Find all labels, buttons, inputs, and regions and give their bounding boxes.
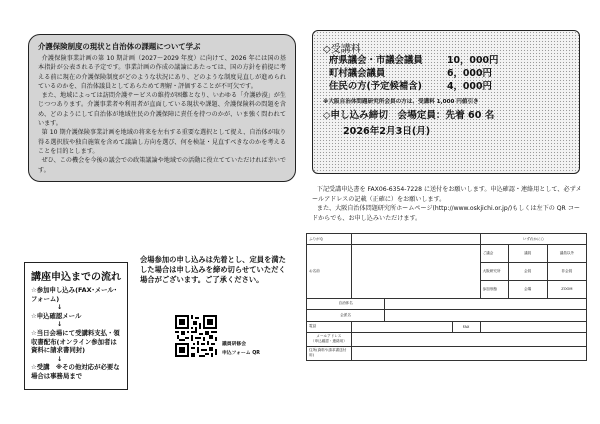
municipality-label: 自治体名: [307, 298, 385, 309]
fee-amount: 4，000円: [447, 80, 492, 92]
flow-heading: 講座申込までの流れ: [31, 272, 121, 283]
fee-label: 住民の方(予定候補含): [329, 80, 422, 92]
instruction-line: また、大阪自治体問題研究所ホームページ(http://www.oskjichi.or.jp/)もしくは左下の QR コードからでも、お申し込みいただけます。: [312, 205, 580, 222]
intro-paragraph: ぜひ、この機会を今後の議会での政策議論や地域での活動に役立てていただければ幸いです。: [38, 157, 286, 174]
council-label: ご議会: [480, 245, 508, 263]
institute-label: 大阪研究所: [480, 263, 508, 281]
option-zoom[interactable]: ZOOM: [547, 280, 586, 298]
fee-discount-note: ※大阪自治体問題研究所会員の方は、受講料 1,000 円値引き: [323, 99, 479, 106]
fax-label: FAX: [452, 321, 480, 332]
fax-field[interactable]: [480, 321, 586, 332]
flow-step: ☆当日会場にて受講料支払・領収書配布(オンライン参加者は資料に請求書同封): [31, 328, 120, 355]
address-field[interactable]: [351, 346, 586, 360]
qr-caption: [222, 340, 260, 358]
attendance-label: 参加形態: [480, 280, 508, 298]
email-label: [307, 332, 352, 346]
name-label: お名前: [307, 245, 352, 298]
intro-paragraph: 第 10 期介護保険事業計画を地域の将来を左右する重要な選択として捉え、自治体が取り得る選択肢や独自施策を含めて議論し方向を選び、何を検証・見直すべきなのかを考えることを目的とします。: [38, 129, 286, 155]
qr-caption-line: 申込フォーム QR: [222, 351, 260, 356]
down-arrow-icon: ↓: [57, 320, 63, 329]
intro-panel: [28, 34, 296, 182]
municipality-field[interactable]: [385, 298, 587, 309]
fee-amount: 6，000円: [447, 67, 492, 79]
address-label: 住所(資料や請求書送付用): [307, 346, 352, 360]
party-label: 会派名: [307, 310, 385, 321]
qr-code-icon[interactable]: [175, 315, 217, 357]
down-arrow-icon: ↓: [57, 303, 63, 312]
fee-label: 府県議会・市議会議員: [329, 55, 423, 66]
intro-heading: 介護保険制度の現状と自治体の課題について学ぶ: [38, 42, 201, 51]
furigana-field[interactable]: [351, 234, 480, 245]
application-form: [306, 233, 587, 361]
fee-row: [323, 81, 569, 94]
deadline-heading: ◇申し込み締切 会場定員：先着 60 名: [323, 110, 495, 122]
fee-row: [323, 68, 569, 81]
down-arrow-icon: ↓: [57, 354, 63, 363]
flow-step: ☆受講 ※その他対応が必要な場合は事務局まで: [31, 363, 120, 380]
phone-field[interactable]: [351, 321, 452, 332]
fee-amount: 10，000円: [447, 55, 499, 66]
intro-paragraph: 介護保険事業計画の第 10 期計画（2027〜2029 年度）に向けて、2026 年には国の基本指針が公表される予定です。事業計画の作成の議論にあたっては、国の方針を前提に考える前に現在の介護保険制度がどのような状況にあり、どのような制度見直しが進められているのかを、自治体議員としてあらためて理解・評価することが不可欠です。: [38, 55, 286, 90]
application-instructions: [312, 185, 582, 223]
qr-caption-line: 議員研修会: [222, 342, 246, 347]
flow-step: ☆申込確認メール: [31, 311, 82, 320]
option-non-member[interactable]: 議員以外: [547, 245, 586, 263]
fees-title: ◇受講料: [323, 44, 361, 55]
option-member[interactable]: 議員: [508, 245, 547, 263]
fee-label: 町村議会議員: [329, 67, 386, 79]
email-label-text: メールアドレス: [316, 334, 342, 339]
deadline-date: 2026年2月3日(月): [343, 126, 431, 138]
fees-panel: [312, 30, 580, 174]
party-field[interactable]: [385, 310, 587, 321]
instruction-line: 下記受講申込書を FAX06-6354-7228 に送付をお願いします。申込確認・連絡用として、必ずメールアドレスの記載（正確に）をお願いします。: [312, 186, 582, 203]
furigana-label: ふりがな: [307, 234, 352, 245]
flow-step: ☆参加申し込み(FAX･メール･フォーム): [31, 286, 117, 303]
option-venue[interactable]: 会場: [508, 280, 547, 298]
intro-paragraph: また、地域によっては訪問介護サービスの維持が困難となり、いわゆる「介護砂漠」が生じつつあります。介護事業者や利用者が直面している現状や課題、介護保険料の問題を含め、どのようにして自治体が地域住民の介護保障に責任を持つのかが、いま強く問われています。: [38, 92, 286, 128]
fee-row: [323, 55, 569, 68]
email-label-note: （申込確認・連絡用）: [310, 339, 347, 344]
email-field[interactable]: [351, 332, 586, 346]
option-hikaiin[interactable]: 非会員: [547, 263, 586, 281]
select-one-header: いずれかに○: [480, 234, 586, 245]
name-field[interactable]: [351, 245, 480, 298]
venue-capacity-note: 会場参加の申し込みは先着とし、定員を満たした場合は申し込みを締め切らせていただく場合がございます。ご了承ください。: [140, 255, 286, 285]
phone-label: 電話: [307, 321, 352, 332]
application-flow-box: [24, 262, 128, 390]
option-kaiin[interactable]: 会員: [508, 263, 547, 281]
